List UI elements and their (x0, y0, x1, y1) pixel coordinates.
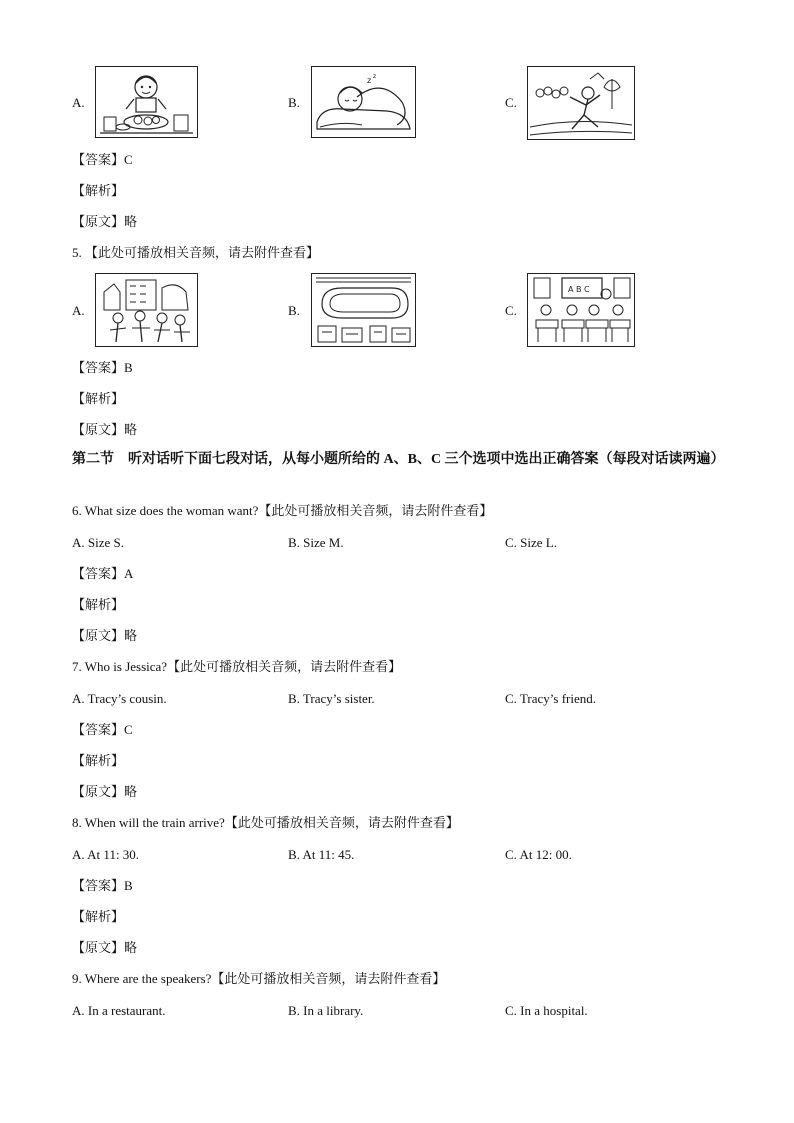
q7-option-c: C. Tracy’s friend. (505, 691, 596, 706)
q5-option-b-label: B. (288, 303, 300, 318)
q5-option-c-label: C. (505, 303, 517, 318)
q8-original: 【原文】略 (72, 940, 138, 955)
girl-exercising-outdoors-illustration (528, 67, 634, 139)
q6-option-c: C. Size L. (505, 535, 557, 550)
q6-original: 【原文】略 (72, 628, 138, 643)
q8-option-a: A. At 11: 30. (72, 847, 140, 862)
q7-answer: 【答案】C (72, 722, 133, 737)
child-sleeping-illustration (312, 67, 415, 137)
section2-title: 第二节 听对话听下面七段对话，从每小题所给的 A、B、C 三个选项中选出正确答案（每段对话读两遍） (72, 452, 725, 467)
q9-option-c: C. In a hospital. (505, 1003, 588, 1018)
q8-answer: 【答案】B (72, 878, 133, 893)
children-street-illustration (96, 274, 197, 346)
q6-analysis: 【解析】 (72, 597, 125, 612)
running-track-illustration (312, 274, 415, 346)
q4-original: 【原文】略 (72, 214, 138, 229)
svg-text:A B C: A B C (568, 285, 590, 294)
svg-text:z: z (367, 76, 372, 85)
classroom-illustration (528, 274, 634, 346)
q6-option-a: A. Size S. (72, 535, 124, 550)
q4-option-c-label: C. (505, 95, 517, 110)
q8-stem: 8. When will the train arrive?【此处可播放相关音频，请去附件查看】 (72, 815, 459, 830)
q5-answer: 【答案】B (72, 360, 133, 375)
q4-option-a-label: A. (72, 95, 85, 110)
q8-option-c: C. At 12: 00. (505, 847, 572, 862)
q8-option-b: B. At 11: 45. (288, 847, 355, 862)
q5-stem: 5. 【此处可播放相关音频，请去附件查看】 (72, 245, 320, 260)
q9-option-a: A. In a restaurant. (72, 1003, 166, 1018)
q5-option-b-image (311, 273, 416, 347)
q5-original: 【原文】略 (72, 422, 138, 437)
q4-option-b-image (311, 66, 416, 138)
q5-option-a-image (95, 273, 198, 347)
q6-option-b: B. Size M. (288, 535, 344, 550)
q8-analysis: 【解析】 (72, 909, 125, 924)
q4-analysis: 【解析】 (72, 183, 125, 198)
q4-option-b-label: B. (288, 95, 300, 110)
girl-eating-breakfast-illustration (96, 67, 197, 137)
q7-option-b: B. Tracy’s sister. (288, 691, 375, 706)
q6-stem: 6. What size does the woman want?【此处可播放相关音频，请去附件查看】 (72, 503, 493, 518)
q7-original: 【原文】略 (72, 784, 138, 799)
q5-option-c-image (527, 273, 635, 347)
q5-analysis: 【解析】 (72, 391, 125, 406)
q7-stem: 7. Who is Jessica?【此处可播放相关音频，请去附件查看】 (72, 659, 402, 674)
q7-option-a: A. Tracy’s cousin. (72, 691, 167, 706)
q4-answer: 【答案】C (72, 152, 133, 167)
svg-text:z: z (373, 73, 377, 80)
q6-answer: 【答案】A (72, 566, 134, 581)
q4-option-a-image (95, 66, 198, 138)
q4-option-c-image (527, 66, 635, 140)
q9-stem: 9. Where are the speakers?【此处可播放相关音频，请去附件查看】 (72, 971, 446, 986)
q7-analysis: 【解析】 (72, 753, 125, 768)
q5-option-a-label: A. (72, 303, 85, 318)
q9-option-b: B. In a library. (288, 1003, 364, 1018)
